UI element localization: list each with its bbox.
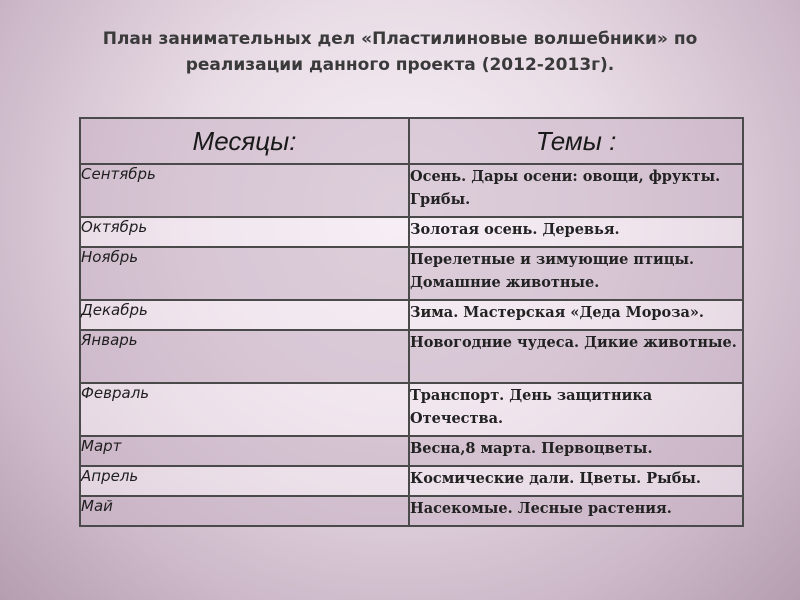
table-row (80, 496, 743, 526)
theme-cell: Насекомые. Лесные растения. (409, 496, 743, 526)
table-row (80, 330, 743, 383)
month-cell: Апрель (80, 466, 409, 496)
theme-cell: Золотая осень. Деревья. (409, 217, 743, 247)
month-cell: Ноябрь (80, 247, 409, 300)
table-row (80, 466, 743, 496)
theme-cell: Перелетные и зимующие птицы. Домашние животные. (409, 247, 743, 300)
month-cell: Декабрь (80, 300, 409, 330)
table-header-row (80, 118, 743, 164)
month-cell: Январь (80, 330, 409, 383)
month-cell: Март (80, 436, 409, 466)
header-themes: Темы : (409, 118, 743, 164)
table-row (80, 383, 743, 436)
theme-cell: Космические дали. Цветы. Рыбы. (409, 466, 743, 496)
title-line-1: План занимательных дел «Пластилиновые волшебники» по (102, 29, 698, 49)
title-line-2: реализации данного проекта (2012-2013г). (185, 55, 615, 75)
theme-cell: Осень. Дары осени: овощи, фрукты. Грибы. (409, 164, 743, 217)
theme-cell: Зима. Мастерская «Деда Мороза». (409, 300, 743, 330)
month-cell: Февраль (80, 383, 409, 436)
month-cell: Май (80, 496, 409, 526)
table-row (80, 217, 743, 247)
month-cell: Сентябрь (80, 164, 409, 217)
theme-cell: Транспорт. День защитника Отечества. (409, 383, 743, 436)
page-title (60, 26, 740, 78)
table-row (80, 436, 743, 466)
theme-cell: Новогодние чудеса. Дикие животные. (409, 330, 743, 383)
plan-table (79, 117, 744, 527)
table-row (80, 247, 743, 300)
month-cell: Октябрь (80, 217, 409, 247)
header-months: Месяцы: (80, 118, 409, 164)
table-row (80, 164, 743, 217)
theme-cell: Весна,8 марта. Первоцветы. (409, 436, 743, 466)
table-row (80, 300, 743, 330)
